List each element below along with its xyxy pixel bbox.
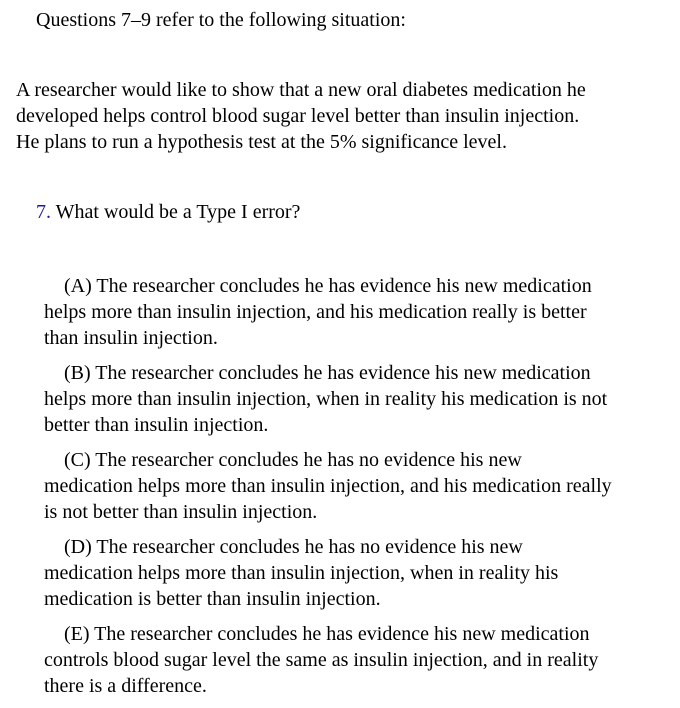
answer-option-d: [44, 534, 674, 612]
option-line: (D) The researcher concludes he has no evidence his new: [64, 536, 523, 558]
question-number: 7.: [36, 201, 51, 223]
answer-option-a: [44, 273, 674, 351]
option-line: than insulin injection.: [44, 327, 218, 349]
option-line: there is a difference.: [44, 675, 207, 697]
option-line: medication helps more than insulin injection, when in reality his: [44, 562, 559, 584]
situation-header: Questions 7–9 refer to the following situation:: [36, 9, 406, 31]
option-line: (E) The researcher concludes he has evidence his new medication: [64, 623, 590, 645]
situation-line: A researcher would like to show that a new oral diabetes medication he: [16, 79, 586, 101]
option-line: better than insulin injection.: [44, 414, 269, 436]
answer-option-e: [44, 621, 674, 699]
option-line: (A) The researcher concludes he has evidence his new medication: [64, 275, 592, 297]
option-line: medication helps more than insulin injection, and his medication really: [44, 475, 612, 497]
option-line: (C) The researcher concludes he has no evidence his new: [64, 449, 522, 471]
option-line: controls blood sugar level the same as insulin injection, and in reality: [44, 649, 599, 671]
option-line: medication is better than insulin injection.: [44, 588, 381, 610]
option-line: is not better than insulin injection.: [44, 501, 318, 523]
option-line: helps more than insulin injection, when in reality his medication is not: [44, 388, 608, 410]
answer-option-c: [44, 447, 674, 525]
situation-line: developed helps control blood sugar level better than insulin injection.: [16, 105, 580, 127]
question-text: What would be a Type I error?: [51, 201, 301, 223]
option-line: (B) The researcher concludes he has evidence his new medication: [64, 362, 591, 384]
situation-paragraph: [16, 77, 671, 155]
option-line: helps more than insulin injection, and his medication really is better: [44, 301, 587, 323]
answer-options: [44, 273, 674, 708]
situation-line: He plans to run a hypothesis test at the 5% significance level.: [16, 131, 507, 153]
answer-option-b: [44, 360, 674, 438]
question-prompt: [36, 199, 300, 226]
